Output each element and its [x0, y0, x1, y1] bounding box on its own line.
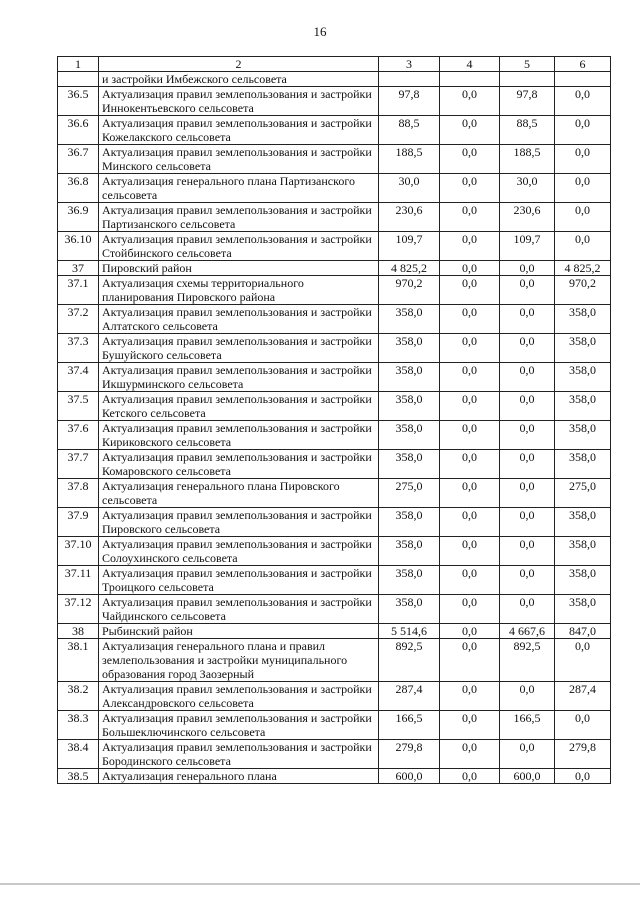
- table-row: [58, 87, 611, 116]
- table-row: [58, 203, 611, 232]
- budget-table: [57, 56, 611, 784]
- row-value-6: 358,0: [555, 450, 611, 479]
- row-value-total: 287,4: [379, 682, 440, 711]
- row-value-4: 0,0: [440, 363, 500, 392]
- row-value-4: 0,0: [440, 450, 500, 479]
- row-value-5: 0,0: [500, 479, 555, 508]
- header-cell-2: 2: [99, 57, 379, 72]
- row-number: 36.10: [58, 232, 99, 261]
- table-row: [58, 682, 611, 711]
- row-value-total: 892,5: [379, 639, 440, 682]
- row-name: Актуализация правил землепользования и застройки Большеключинского сельсовета: [99, 711, 379, 740]
- row-value-4: 0,0: [440, 711, 500, 740]
- row-value-total: 600,0: [379, 769, 440, 784]
- table-row: [58, 479, 611, 508]
- row-number: 38.4: [58, 740, 99, 769]
- row-name: Актуализация правил землепользования и застройки Иннокентьевского сельсовета: [99, 87, 379, 116]
- row-number: 37.1: [58, 276, 99, 305]
- row-name: Актуализация правил землепользования и застройки Кириковского сельсовета: [99, 421, 379, 450]
- row-name: Актуализация правил землепользования и застройки Икшурминского сельсовета: [99, 363, 379, 392]
- row-value-6: 287,4: [555, 682, 611, 711]
- row-value-5: 0,0: [500, 392, 555, 421]
- row-name: Актуализация правил землепользования и застройки Минского сельсовета: [99, 145, 379, 174]
- table-row: [58, 595, 611, 624]
- row-value-5: 0,0: [500, 276, 555, 305]
- row-number: 37.8: [58, 479, 99, 508]
- row-value-4: 0,0: [440, 740, 500, 769]
- row-value-4: 0,0: [440, 682, 500, 711]
- table-row: [58, 421, 611, 450]
- row-number: 37.4: [58, 363, 99, 392]
- row-value-4: 0,0: [440, 276, 500, 305]
- table-row: [58, 72, 611, 87]
- row-value-total: 166,5: [379, 711, 440, 740]
- row-value-5: [500, 72, 555, 87]
- row-number: 36.9: [58, 203, 99, 232]
- row-value-4: 0,0: [440, 261, 500, 276]
- row-value-5: 0,0: [500, 740, 555, 769]
- row-value-total: 358,0: [379, 305, 440, 334]
- row-value-5: 0,0: [500, 508, 555, 537]
- row-value-total: 188,5: [379, 145, 440, 174]
- row-name: Актуализация правил землепользования и застройки Бородинского сельсовета: [99, 740, 379, 769]
- table-row: [58, 392, 611, 421]
- row-value-6: 0,0: [555, 203, 611, 232]
- row-number: 37.12: [58, 595, 99, 624]
- row-value-total: 275,0: [379, 479, 440, 508]
- row-name: Актуализация правил землепользования и застройки Партизанского сельсовета: [99, 203, 379, 232]
- row-name: Актуализация правил землепользования и застройки Солоухинского сельсовета: [99, 537, 379, 566]
- row-value-6: 358,0: [555, 334, 611, 363]
- row-value-6: 358,0: [555, 421, 611, 450]
- row-number: 37.3: [58, 334, 99, 363]
- row-value-6: 358,0: [555, 537, 611, 566]
- row-value-6: 970,2: [555, 276, 611, 305]
- row-value-4: 0,0: [440, 145, 500, 174]
- row-number: 36.5: [58, 87, 99, 116]
- row-value-5: 166,5: [500, 711, 555, 740]
- row-number: 37.5: [58, 392, 99, 421]
- row-value-5: 0,0: [500, 682, 555, 711]
- row-value-4: 0,0: [440, 305, 500, 334]
- table-row: [58, 450, 611, 479]
- row-name: Актуализация правил землепользования и застройки Кетского сельсовета: [99, 392, 379, 421]
- row-number: 37.7: [58, 450, 99, 479]
- row-value-5: 892,5: [500, 639, 555, 682]
- row-value-6: 0,0: [555, 769, 611, 784]
- row-value-total: 88,5: [379, 116, 440, 145]
- row-value-5: 0,0: [500, 334, 555, 363]
- table-row: [58, 116, 611, 145]
- row-name: Актуализация генерального плана и правил землепользования и застройки муниципального образования город Заозерный: [99, 639, 379, 682]
- header-cell-6: 6: [555, 57, 611, 72]
- row-value-4: 0,0: [440, 639, 500, 682]
- row-value-total: 358,0: [379, 537, 440, 566]
- scan-edge-line: [0, 883, 640, 885]
- row-value-5: 88,5: [500, 116, 555, 145]
- row-value-total: 358,0: [379, 595, 440, 624]
- row-value-5: 0,0: [500, 305, 555, 334]
- row-value-4: 0,0: [440, 595, 500, 624]
- row-value-6: 4 825,2: [555, 261, 611, 276]
- row-value-6: 0,0: [555, 116, 611, 145]
- row-name: Актуализация схемы территориального планирования Пировского района: [99, 276, 379, 305]
- row-value-5: 230,6: [500, 203, 555, 232]
- row-number: 38.2: [58, 682, 99, 711]
- row-value-6: [555, 72, 611, 87]
- row-value-6: 847,0: [555, 624, 611, 639]
- table-row: [58, 305, 611, 334]
- row-value-5: 97,8: [500, 87, 555, 116]
- page-number: 16: [313, 24, 327, 39]
- row-name: Актуализация генерального плана: [99, 769, 379, 784]
- row-name: Рыбинский район: [99, 624, 379, 639]
- row-value-total: 358,0: [379, 392, 440, 421]
- row-value-4: 0,0: [440, 203, 500, 232]
- row-value-4: 0,0: [440, 508, 500, 537]
- row-value-6: 279,8: [555, 740, 611, 769]
- row-value-total: [379, 72, 440, 87]
- row-name: Актуализация правил землепользования и застройки Алтатского сельсовета: [99, 305, 379, 334]
- table-row: [58, 537, 611, 566]
- table-row: [58, 261, 611, 276]
- row-name: Актуализация правил землепользования и застройки Пировского сельсовета: [99, 508, 379, 537]
- table-row: [58, 334, 611, 363]
- row-number: 36.6: [58, 116, 99, 145]
- table-header-row: [58, 57, 611, 72]
- row-name: Актуализация правил землепользования и застройки Стойбинского сельсовета: [99, 232, 379, 261]
- row-value-6: 358,0: [555, 566, 611, 595]
- row-value-total: 97,8: [379, 87, 440, 116]
- header-cell-1: 1: [58, 57, 99, 72]
- row-value-4: 0,0: [440, 232, 500, 261]
- row-value-4: 0,0: [440, 87, 500, 116]
- row-value-6: 0,0: [555, 174, 611, 203]
- row-name: Пировский район: [99, 261, 379, 276]
- row-value-5: 4 667,6: [500, 624, 555, 639]
- row-value-total: 30,0: [379, 174, 440, 203]
- row-value-total: 358,0: [379, 508, 440, 537]
- row-value-5: 600,0: [500, 769, 555, 784]
- row-value-total: 230,6: [379, 203, 440, 232]
- row-value-5: 109,7: [500, 232, 555, 261]
- row-value-5: 0,0: [500, 421, 555, 450]
- table-row: [58, 711, 611, 740]
- row-value-total: 5 514,6: [379, 624, 440, 639]
- row-value-4: 0,0: [440, 421, 500, 450]
- row-number: 37: [58, 261, 99, 276]
- row-value-4: 0,0: [440, 624, 500, 639]
- row-value-6: 0,0: [555, 145, 611, 174]
- row-value-4: 0,0: [440, 174, 500, 203]
- row-name: Актуализация генерального плана Партизанского сельсовета: [99, 174, 379, 203]
- row-name: Актуализация правил землепользования и застройки Чайдинского сельсовета: [99, 595, 379, 624]
- table-row: [58, 740, 611, 769]
- table-body: [58, 72, 611, 784]
- row-name: Актуализация генерального плана Пировского сельсовета: [99, 479, 379, 508]
- row-value-total: 279,8: [379, 740, 440, 769]
- header-cell-5: 5: [500, 57, 555, 72]
- row-value-6: 358,0: [555, 305, 611, 334]
- row-value-4: 0,0: [440, 116, 500, 145]
- row-name: Актуализация правил землепользования и застройки Кожелакского сельсовета: [99, 116, 379, 145]
- row-number: 38.1: [58, 639, 99, 682]
- row-value-total: 4 825,2: [379, 261, 440, 276]
- table-row: [58, 363, 611, 392]
- row-name: Актуализация правил землепользования и застройки Бушуйского сельсовета: [99, 334, 379, 363]
- row-value-4: 0,0: [440, 392, 500, 421]
- row-value-5: 0,0: [500, 566, 555, 595]
- table-row: [58, 624, 611, 639]
- row-number: 36.7: [58, 145, 99, 174]
- row-value-total: 358,0: [379, 566, 440, 595]
- row-value-total: 358,0: [379, 334, 440, 363]
- row-value-4: 0,0: [440, 479, 500, 508]
- row-number: 38: [58, 624, 99, 639]
- header-cell-4: 4: [440, 57, 500, 72]
- row-number: 37.10: [58, 537, 99, 566]
- table-row: [58, 174, 611, 203]
- row-value-5: 0,0: [500, 261, 555, 276]
- row-name: Актуализация правил землепользования и застройки Александровского сельсовета: [99, 682, 379, 711]
- row-value-6: 0,0: [555, 711, 611, 740]
- row-value-6: 0,0: [555, 87, 611, 116]
- row-value-total: 109,7: [379, 232, 440, 261]
- row-value-5: 0,0: [500, 595, 555, 624]
- row-value-4: 0,0: [440, 334, 500, 363]
- row-value-6: 358,0: [555, 508, 611, 537]
- row-value-6: 0,0: [555, 232, 611, 261]
- row-value-6: 358,0: [555, 595, 611, 624]
- table-row: [58, 639, 611, 682]
- row-value-4: 0,0: [440, 537, 500, 566]
- row-value-4: 0,0: [440, 566, 500, 595]
- row-value-5: 0,0: [500, 363, 555, 392]
- row-name: и застройки Имбежского сельсовета: [99, 72, 379, 87]
- row-number: 37.6: [58, 421, 99, 450]
- row-value-5: 30,0: [500, 174, 555, 203]
- table-row: [58, 232, 611, 261]
- row-value-5: 188,5: [500, 145, 555, 174]
- row-number: 37.11: [58, 566, 99, 595]
- row-number: 38.3: [58, 711, 99, 740]
- row-value-6: 275,0: [555, 479, 611, 508]
- row-value-6: 358,0: [555, 363, 611, 392]
- row-value-total: 358,0: [379, 421, 440, 450]
- row-value-6: 0,0: [555, 639, 611, 682]
- row-number: 37.9: [58, 508, 99, 537]
- table-row: [58, 508, 611, 537]
- row-value-4: [440, 72, 500, 87]
- table-row: [58, 276, 611, 305]
- row-name: Актуализация правил землепользования и застройки Троицкого сельсовета: [99, 566, 379, 595]
- row-number: 37.2: [58, 305, 99, 334]
- row-name: Актуализация правил землепользования и застройки Комаровского сельсовета: [99, 450, 379, 479]
- row-value-6: 358,0: [555, 392, 611, 421]
- row-number: 36.8: [58, 174, 99, 203]
- row-value-total: 358,0: [379, 450, 440, 479]
- table-row: [58, 769, 611, 784]
- row-value-total: 970,2: [379, 276, 440, 305]
- row-number: [58, 72, 99, 87]
- table-row: [58, 566, 611, 595]
- row-value-4: 0,0: [440, 769, 500, 784]
- header-cell-3: 3: [379, 57, 440, 72]
- table-row: [58, 145, 611, 174]
- row-value-total: 358,0: [379, 363, 440, 392]
- row-value-5: 0,0: [500, 537, 555, 566]
- row-value-5: 0,0: [500, 450, 555, 479]
- row-number: 38.5: [58, 769, 99, 784]
